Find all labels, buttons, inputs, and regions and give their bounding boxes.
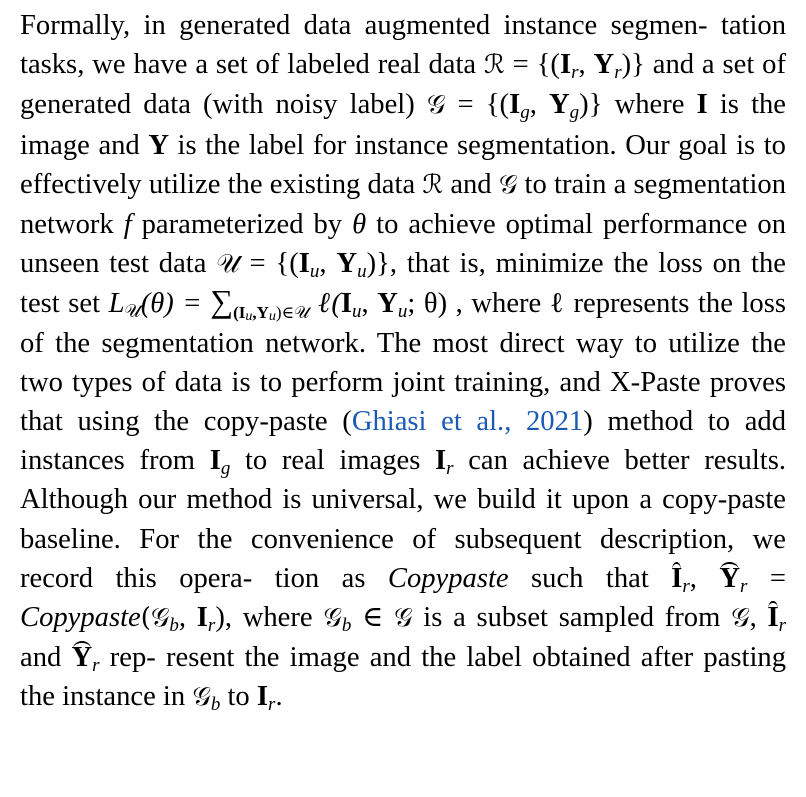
text-line-19: resent the image and the label obtained after pasting the: [20, 642, 786, 713]
text-line-16: convenience of subsequent description, we record this opera-: [20, 523, 787, 594]
text-line-5: for instance segmentation. Our goal is to effectively utilize: [20, 129, 786, 200]
text-line-18: where: [242, 602, 324, 634]
math-symbol: (𝒢: [140, 603, 170, 634]
math-text: ,: [178, 602, 197, 634]
math-text: (θ) =: [140, 288, 211, 320]
text-line-1: Formally, in generated data augmented instance segmen-: [20, 10, 708, 41]
text-line-9: on the test set: [20, 248, 786, 320]
text-line-6: the existing data: [227, 168, 423, 200]
math-symbol: Y: [377, 288, 398, 320]
math-subscript: u: [268, 309, 276, 325]
math-subscript: r: [682, 575, 690, 597]
math-symbol: ℛ: [422, 169, 444, 200]
text-line-12: joint training, and X-Paste proves that using the copy-paste: [20, 366, 786, 438]
math-symbol: 𝒰: [216, 249, 240, 280]
text-line-14: images: [339, 445, 435, 477]
math-subscript: u: [309, 261, 320, 283]
math-subscript: b: [210, 694, 221, 716]
math-subscript: 𝒰: [124, 301, 141, 323]
math-text: ,: [578, 49, 594, 81]
math-symbol: I: [340, 288, 352, 320]
math-symbol: 𝒢: [731, 603, 750, 634]
math-subscript: g: [220, 458, 231, 480]
math-text: .: [275, 681, 283, 713]
math-symbol: Y: [549, 89, 570, 121]
math-symbol-hat: Y: [719, 559, 740, 598]
text-line-7b: to achieve optimal performance on: [366, 209, 786, 241]
text-line-3: )} and a set of generated data (with noisy label): [20, 49, 786, 121]
math-text: = {(: [239, 248, 299, 280]
math-symbol: I: [256, 681, 269, 713]
math-operator: Copypaste: [20, 602, 141, 634]
math-text: ,: [319, 248, 337, 280]
sum-symbol: ∑: [210, 283, 234, 320]
math-symbol: I: [435, 445, 447, 477]
paragraph: [20, 6, 786, 718]
math-text: ,: [689, 562, 720, 594]
math-text: =: [504, 49, 529, 81]
math-subscript: ,Y: [252, 303, 269, 323]
text-line-18b: is a subset sampled from: [412, 602, 732, 634]
math-text: ),: [215, 602, 232, 634]
text-line-13: (: [342, 406, 352, 438]
math-symbol: 𝒢: [426, 90, 446, 121]
math-subscript: u: [397, 301, 408, 323]
math-subscript: g: [520, 102, 530, 124]
math-symbol: L: [108, 288, 125, 320]
text-line-17: tion as: [274, 562, 388, 594]
text-line-4: )} where: [579, 89, 697, 121]
math-symbol: 𝒢: [394, 603, 413, 634]
math-symbol: I: [559, 49, 572, 81]
text-line-10: represents the loss of the segmentation network. The most: [20, 288, 786, 359]
math-text: ℓ(: [309, 288, 341, 320]
text-line-9b: ; θ) , where ℓ: [407, 288, 565, 320]
text-line-13c: to real: [230, 445, 325, 477]
math-subscript: r: [778, 615, 787, 637]
math-symbol: ℛ: [484, 50, 505, 81]
math-text: ,: [361, 288, 378, 320]
text-line-4b: is the image and: [20, 89, 786, 161]
text-line-4c: is the label: [168, 129, 305, 161]
text-line-2: tation tasks, we have a set of labeled real data: [20, 10, 786, 81]
math-text: =: [747, 562, 787, 594]
math-text: {(: [536, 49, 560, 81]
text-line-6c: to train a segmentation network: [20, 168, 786, 241]
math-symbol: I: [196, 602, 208, 634]
math-symbol: θ: [352, 209, 367, 241]
math-subscript: u: [351, 301, 362, 323]
text-line-13b: ) method to add instances from: [20, 406, 786, 477]
math-symbol: I: [696, 89, 708, 121]
text-line-8: unseen test data: [20, 248, 217, 280]
math-symbol-hat: Y: [72, 638, 93, 677]
math-symbol-hat: I: [767, 598, 778, 637]
text-line-20b: to: [220, 681, 257, 713]
math-symbol: I: [509, 89, 521, 121]
math-subscript: r: [92, 655, 100, 677]
math-subscript: b: [169, 615, 179, 637]
math-symbol: I: [298, 248, 310, 280]
math-subscript: u: [357, 261, 367, 283]
math-operator: Copypaste: [387, 562, 509, 594]
text-line-15: is universal, we build it upon a copy-paste baseline. For the: [20, 484, 786, 555]
text-line-11: direct way to utilize the two types of data is to perform: [20, 327, 787, 398]
math-subscript: r: [446, 458, 454, 480]
text-line-20: instance in: [62, 681, 193, 713]
math-subscript: r: [268, 694, 276, 716]
math-subscript: (I: [233, 303, 246, 323]
text-line-14b: can achieve better results. Although our method: [20, 445, 786, 516]
math-symbol: Y: [336, 248, 358, 280]
math-symbol: 𝒢: [323, 603, 342, 634]
math-text: = {(: [445, 89, 510, 121]
text-line-18d: rep-: [99, 642, 156, 674]
math-subscript: u: [245, 309, 253, 325]
text-line-8b: )}, that is, minimize the loss: [366, 248, 703, 280]
math-subscript: r: [207, 615, 216, 637]
text-line-17b: such that: [508, 562, 672, 594]
text-line-6b: and: [443, 168, 499, 200]
text-line-18c: and: [20, 642, 72, 674]
math-symbol: f: [123, 209, 132, 241]
math-symbol: 𝒢: [498, 169, 518, 200]
citation-link[interactable]: Ghiasi et al., 2021: [351, 406, 584, 438]
math-text: ,: [749, 602, 768, 634]
text-line-7: parameterized by: [131, 209, 353, 241]
math-symbol: 𝒢: [192, 682, 211, 713]
math-subscript: )∈𝒰: [275, 303, 310, 323]
math-subscript: r: [740, 575, 748, 597]
math-symbol: Y: [593, 49, 615, 81]
math-symbol: Y: [148, 129, 169, 161]
math-text: ,: [529, 89, 550, 121]
math-subscript: r: [614, 62, 622, 84]
math-subscript: r: [571, 62, 579, 84]
math-subscript: b: [341, 615, 352, 637]
math-symbol: I: [209, 445, 221, 477]
math-subscript: g: [569, 102, 580, 124]
math-symbol-hat: I: [671, 559, 682, 598]
math-text: ∈: [351, 602, 394, 634]
